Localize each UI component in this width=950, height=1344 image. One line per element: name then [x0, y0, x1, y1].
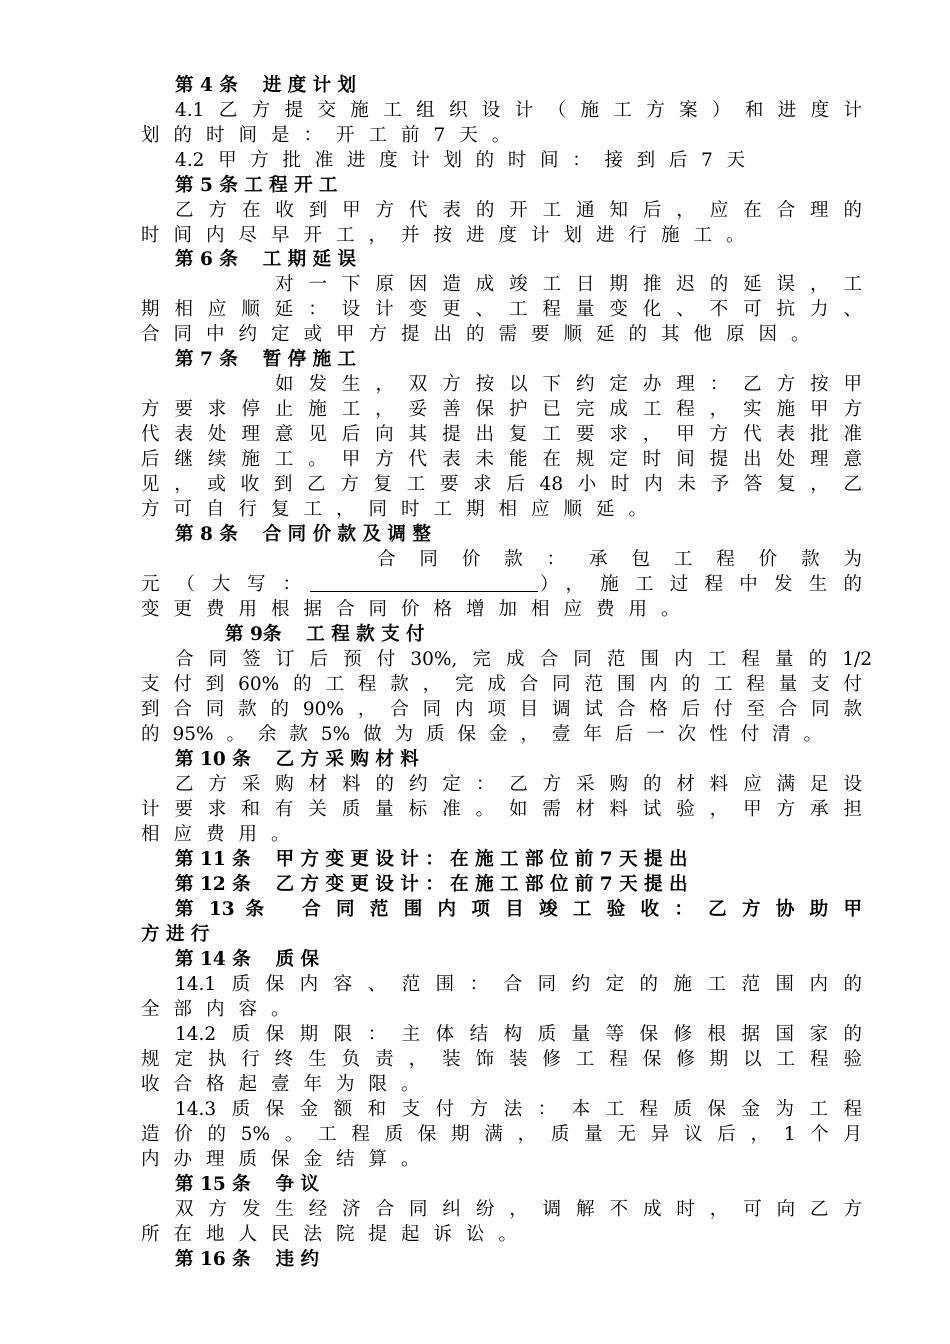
contract-price-blank [310, 572, 538, 597]
article-14-2-line-2: 规定执行终生负责，装饰装修工程保修期以工程验 [141, 1049, 862, 1070]
article-6-line-1: 对一下原因造成竣工日期推迟的延误，工 [275, 274, 862, 295]
article-11: 第 11 条 甲 方 变 更 设 计 ： 在 施 工 部 位 前 7 天 提 出 [175, 849, 688, 870]
article-4-1-line-1: 4.1乙方提交施工组织设计（施工方案）和进度计 [175, 100, 862, 121]
article-7-line-6: 方可自行复工，同时工期相应顺延。 [141, 499, 662, 520]
article-5-heading: 第 5 条 工 程 开 工 [175, 175, 338, 196]
article-7-line-2: 方要求停止施工，妥善保护已完成工程，实施甲方 [141, 399, 862, 420]
article-9-line-2: 支付到60%的工程款，完成合同范围内的工程量支付 [141, 674, 862, 695]
article-8-line-1: 合同价款：承包工程价款为 [377, 549, 862, 570]
article-15-line-2: 所在地人民法院提起诉讼。 [141, 1224, 532, 1245]
article-5-line-2: 时间内尽早开工，并按进度计划进行施工。 [141, 225, 759, 246]
article-7-line-5: 见，或收到乙方复工要求后48小时内未予答复，乙 [141, 474, 862, 495]
article-8-line-2b: ），施工过程中发生的 [540, 574, 862, 595]
article-9-heading: 第 9条 工 程 款 支 付 [225, 624, 425, 645]
article-10-line-2: 计要求和有关质量标准。如需材料试验，甲方承担 [141, 799, 862, 820]
article-10-line-1: 乙方采购材料的约定：乙方采购的材料应满足设 [175, 774, 862, 795]
article-14-1-line-1: 14.1质保内容、范围：合同约定的施工范围内的 [175, 974, 862, 995]
article-8-line-3: 变更费用根据合同价格增加相应费用。 [141, 599, 694, 620]
article-10-line-3: 相应费用。 [141, 824, 304, 845]
article-4-2: 4.2甲方批准进度计划的时间：接到后7天 [175, 150, 745, 171]
article-14-3-line-1: 14.3质保金额和支付方法：本工程质保金为工程 [175, 1099, 862, 1120]
article-14-3-line-2: 造价的5%。工程质保期满，质量无异议后，1个月 [141, 1124, 862, 1145]
article-15-line-1: 双方发生经济合同纠纷，调解不成时，可向乙方 [175, 1199, 862, 1220]
article-15-heading: 第 15 条 争 议 [175, 1174, 320, 1195]
article-7-heading: 第 7 条 暂 停 施 工 [175, 349, 357, 370]
article-10-heading: 第 10 条 乙 方 采 购 材 料 [175, 749, 419, 770]
article-4-1-line-2: 划的时间是：开工前7天。 [141, 125, 525, 146]
article-4-heading: 第 4 条 进 度 计 划 [175, 75, 357, 96]
article-13-line-2: 方 进 行 [141, 924, 210, 945]
article-9-line-1: 合同签订后预付30%,完成合同范围内工程量的1/2 [175, 649, 872, 670]
article-6-line-2: 期相应顺延：设计变更、工程量变化、不可抗力、 [141, 299, 862, 320]
article-7-line-3: 代表处理意见后向其提出复工要求，甲方代表批准 [141, 424, 862, 445]
article-7-line-1: 如发生，双方按以下约定办理：乙方按甲 [275, 374, 862, 395]
article-14-1-line-2: 全部内容。 [141, 999, 304, 1020]
article-6-line-3: 合同中约定或甲方提出的需要顺延的其他原因。 [141, 324, 824, 345]
article-8-line-2a: 元（大写： [141, 574, 301, 595]
article-6-heading: 第 6 条 工 期 延 误 [175, 249, 357, 270]
article-16-heading: 第 16 条 违 约 [175, 1249, 320, 1270]
article-5-line-1: 乙方在收到甲方代表的开工通知后，应在合理的 [175, 200, 862, 221]
article-14-2-line-3: 收合格起壹年为限。 [141, 1074, 434, 1095]
article-8-heading: 第 8 条 合 同 价 款 及 调 整 [175, 524, 431, 545]
article-14-3-line-3: 内办理质保金结算。 [141, 1149, 434, 1170]
article-14-heading: 第 14 条 质 保 [175, 949, 320, 970]
article-9-line-3: 到合同款的90%，合同内项目调试合格后付至合同款 [141, 699, 862, 720]
article-13-line-1: 第 13 条 合 同 范 围 内 项 目 竣 工 验 收 ： 乙 方 协 助 甲 [175, 899, 862, 920]
article-14-2-line-1: 14.2质保期限：主体结构质量等保修根据国家的 [175, 1024, 862, 1045]
article-7-line-4: 后继续施工。甲方代表未能在规定时间提出处理意 [141, 449, 862, 470]
article-12: 第 12 条 乙 方 变 更 设 计 ： 在 施 工 部 位 前 7 天 提 出 [175, 874, 688, 895]
article-9-line-4: 的95%。余款5%做为质保金，壹年后一次性付清。 [141, 724, 822, 745]
